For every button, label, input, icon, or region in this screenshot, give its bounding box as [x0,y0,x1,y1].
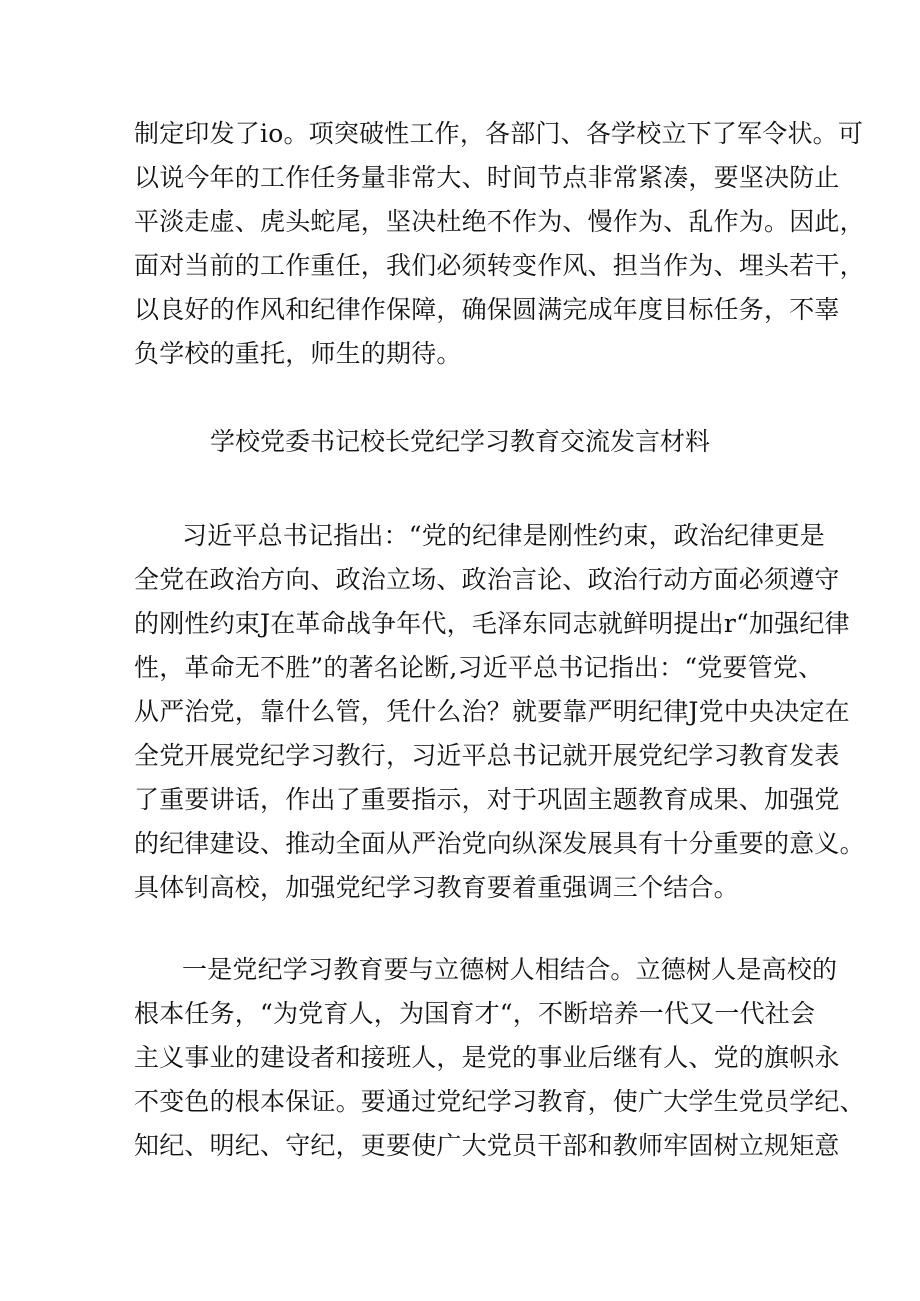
document-title: 学校党委书记校长党纪学习教育交流发言材料 [209,427,710,456]
paragraph-line: 具体钊高校，加强党纪学习教育要着重强调三个结合。 [134,873,739,902]
paragraph-line: 知纪、明纪、守纪，更要使广大党员干部和教师牢固树立规矩意 [134,1131,840,1160]
paragraph-line: 全党开展党纪学习教行，习近平总书记就开展党纪学习教育发表 [134,741,840,770]
paragraph-line: 性，革命无不胜”的著名论断,习近平总书记指出：“党要管党、 [134,653,824,682]
paragraph-line: 不变色的根本保证。要通过党纪学习教育，使广大学生党员学纪、 [134,1087,865,1116]
paragraph-line: 从严治党，靠什么管，凭什么治？就要靠严明纪律J党中央决定在 [134,697,850,726]
paragraph-line: 负学校的重托，师生的期待。 [134,339,462,368]
paragraph-line: 主义事业的建设者和接班人，是党的事业后继有人、党的旗帜永 [134,1043,840,1072]
intro-paragraph [134,112,865,376]
paragraph-line: 以说今年的工作任务量非常大、时间节点非常紧凑，要坚决防止 [134,163,840,192]
paragraph-line: 了重要讲话，作出了重要指示，对于巩固主题教育成果、加强党 [134,785,840,814]
paragraph-line: 面对当前的工作重任，我们必须转变作风、担当作为、埋头若干， [134,251,865,280]
body-paragraph-2 [134,948,865,1168]
paragraph-line: 根本任务，“为党育人，为国育才“，不断培养一代又一代社会 [134,999,816,1028]
paragraph-line: 的刚性约束J在革命战争年代，毛泽东同志就鲜明提出r“加强纪律 [134,609,850,638]
paragraph-line: 全党在政治方向、政治立场、政治言论、政治行动方面必须遵守 [134,565,840,594]
paragraph-line: 的纪律建设、推动全面从严治党向纵深发展具有十分重要的意义。 [134,829,865,858]
paragraph-line: 制定印发了io。项突破性工作，各部门、各学校立下了军令状。可 [134,119,864,148]
body-paragraph-1 [134,514,865,910]
paragraph-line: 一是党纪学习教育要与立德树人相结合。立德树人是高校的 [182,955,838,984]
paragraph-line: 习近平总书记指出：“党的纪律是刚性约束，政治纪律更是 [182,521,825,550]
paragraph-line: 平淡走虚、虎头蛇尾，坚决杜绝不作为、慢作为、乱作为。因此， [134,207,865,236]
paragraph-line: 以良好的作风和纪律作保障，确保圆满完成年度目标任务，不辜 [134,295,840,324]
